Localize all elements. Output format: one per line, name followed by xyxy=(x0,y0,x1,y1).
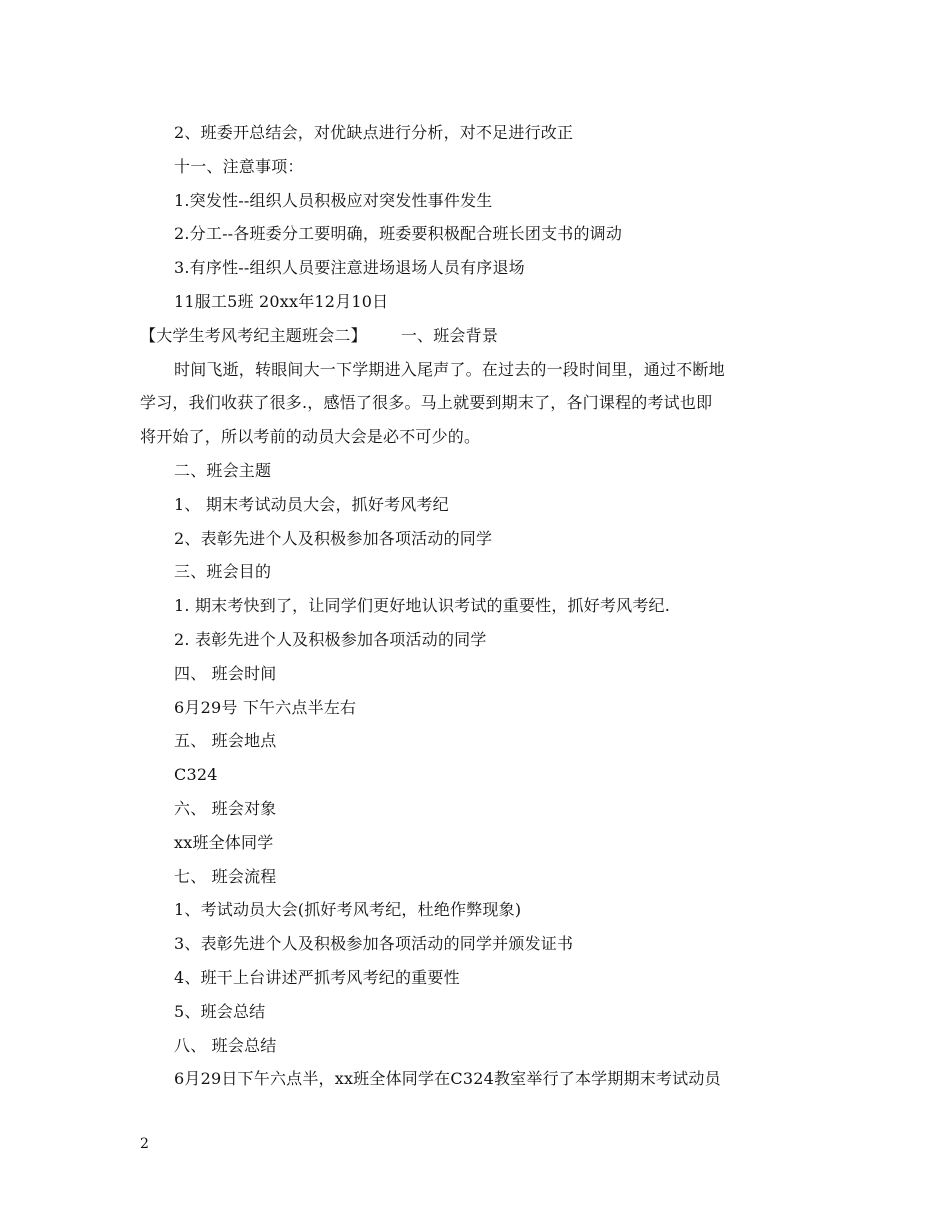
text-line-content: 十一、注意事项： xyxy=(174,156,304,176)
text-line xyxy=(140,116,815,150)
text-line xyxy=(140,386,815,420)
text-line xyxy=(140,285,815,319)
text-line xyxy=(140,657,815,691)
page-number: 2 xyxy=(140,1136,149,1152)
text-line xyxy=(140,150,815,184)
text-line xyxy=(140,184,815,218)
text-line xyxy=(140,758,815,792)
text-line xyxy=(140,927,815,961)
text-line-content: 2、表彰先进个人及积极参加各项活动的同学 xyxy=(174,528,493,548)
text-line xyxy=(140,623,815,657)
text-line-content: 4、班干上台讲述严抓考风考纪的重要性 xyxy=(174,967,460,987)
text-line xyxy=(140,251,815,285)
text-line-content: 5、班会总结 xyxy=(174,1001,266,1021)
text-line xyxy=(140,319,815,353)
text-line-content: 3.有序性--组织人员要注意进场退场人员有序退场 xyxy=(174,258,525,278)
text-line xyxy=(140,555,815,589)
text-line-content: 七、 班会流程 xyxy=(174,866,277,886)
text-line xyxy=(140,420,815,454)
text-line xyxy=(140,961,815,995)
text-line xyxy=(140,589,815,623)
document-body xyxy=(140,116,815,1096)
text-line-content: 八、 班会总结 xyxy=(174,1035,277,1055)
text-line xyxy=(140,724,815,758)
text-line-content: 1. 期末考快到了，让同学们更好地认识考试的重要性，抓好考风考纪. xyxy=(174,596,671,616)
text-line xyxy=(140,217,815,251)
text-line-content: 6月29号 下午六点半左右 xyxy=(174,697,357,717)
text-line xyxy=(140,1062,815,1096)
text-line xyxy=(140,691,815,725)
text-line xyxy=(140,826,815,860)
text-line xyxy=(140,353,815,387)
text-line-content: 将开始了，所以考前的动员大会是必不可少的。 xyxy=(140,427,481,447)
text-line-content: 四、 班会时间 xyxy=(174,663,277,683)
text-line xyxy=(140,522,815,556)
text-line xyxy=(140,893,815,927)
text-line-content: xx班全体同学 xyxy=(174,832,274,852)
text-line xyxy=(140,454,815,488)
text-line-content: 2. 表彰先进个人及积极参加各项活动的同学 xyxy=(174,629,487,649)
text-line xyxy=(140,792,815,826)
text-line-content: 1、 期末考试动员大会，抓好考风考纪 xyxy=(174,494,449,514)
text-line-content: 6月29日下午六点半，xx班全体同学在C324教室举行了本学期期末考试动员 xyxy=(174,1069,721,1089)
text-line xyxy=(140,860,815,894)
text-line-content: 三、班会目的 xyxy=(174,562,272,582)
text-line-content: 2.分工--各班委分工要明确，班委要积极配合班长团支书的调动 xyxy=(174,224,623,244)
text-line-content: 学习，我们收获了很多.，感悟了很多。马上就要到期末了，各门课程的考试也即 xyxy=(140,393,713,413)
inline-heading: 一、班会背景 xyxy=(400,325,499,345)
text-line-content: C324 xyxy=(174,765,218,785)
text-line xyxy=(140,488,815,522)
text-line-content: 六、 班会对象 xyxy=(174,798,277,818)
text-line-content: 1.突发性--组织人员积极应对突发性事件发生 xyxy=(174,190,493,210)
text-line-content: 11服工5班 20xx年12月10日 xyxy=(174,291,389,311)
text-line xyxy=(140,1029,815,1063)
text-line-content: 3、表彰先进个人及积极参加各项活动的同学并颁发证书 xyxy=(174,934,574,954)
text-line-content: 1、考试动员大会(抓好考风考纪，杜绝作弊现象) xyxy=(174,900,522,920)
text-line xyxy=(140,995,815,1029)
text-line-content: 2、班委开总结会，对优缺点进行分析，对不足进行改正 xyxy=(174,123,574,142)
text-line-content: 五、 班会地点 xyxy=(174,731,277,751)
text-line-content: 二、班会主题 xyxy=(174,460,272,480)
text-line-content: 时间飞逝，转眼间大一下学期进入尾声了。在过去的一段时间里，通过不断地 xyxy=(174,359,725,379)
text-line-content: 【大学生考风考纪主题班会二】 xyxy=(140,325,367,345)
